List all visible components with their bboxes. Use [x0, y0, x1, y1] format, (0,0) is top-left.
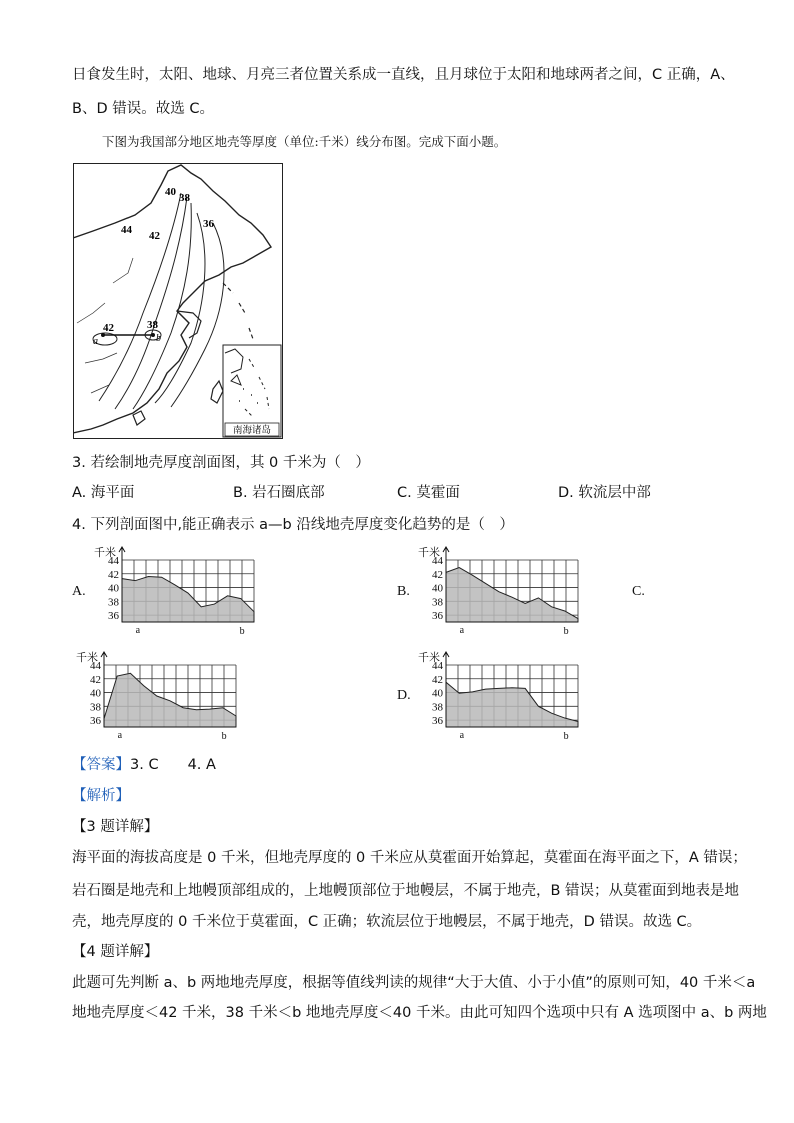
intro-line-1: 日食发生时，太阳、地球、月亮三者位置关系成一直线，且月球位于太阳和地球两者之间，C 正确，A、 — [72, 67, 735, 83]
profile-chart-c[interactable] — [68, 651, 244, 743]
y-tick-label: 42 — [108, 568, 119, 581]
map-label-44: 44 — [121, 224, 132, 236]
q4-detail-line-1: 此题可先判断 a、b 两地地壳厚度，根据等值线判读的规律“大于大值、小于小值”的原则可知，40 千米＜a — [72, 975, 756, 991]
y-tick-label: 40 — [108, 582, 119, 595]
map-label-36: 36 — [203, 218, 214, 230]
inset-label: 南海诸岛 — [232, 426, 272, 436]
y-tick-label: 42 — [90, 673, 101, 686]
y-axis-label: 千米 — [76, 652, 98, 664]
q4-option-a-letter[interactable]: A. — [72, 584, 86, 599]
profile-chart-d-svg — [410, 651, 586, 743]
y-tick-label: 44 — [108, 555, 119, 567]
map-label-42-north: 42 — [149, 230, 160, 242]
y-tick-label: 36 — [108, 610, 119, 623]
answer-line — [72, 756, 216, 774]
y-tick-label: 36 — [432, 715, 443, 728]
x-label-a: a — [135, 625, 141, 636]
y-tick-label: 38 — [108, 596, 119, 609]
y-axis-label: 千米 — [418, 547, 440, 559]
profile-chart-a[interactable] — [86, 546, 262, 638]
map-point-b: b — [156, 333, 161, 344]
crust-thickness-map — [73, 163, 283, 439]
x-label-b: b — [563, 731, 569, 742]
x-label-a: a — [459, 730, 465, 741]
q3-detail-line-2: 岩石圈是地壳和上地幔顶部组成的，上地幔顶部位于地幔层，不属于地壳，B 错误；从莫霍面到地表是地 — [72, 883, 740, 899]
map-svg — [73, 163, 283, 439]
q4-detail-line-2: 地地壳厚度＜42 千米，38 千米＜b 地地壳厚度＜40 千米。由此可知四个选项中只有 A 选项图中 a、b 两地 — [72, 1005, 767, 1021]
map-label-38-south: 38 — [147, 319, 158, 331]
q3-detail-line-3: 壳，地壳厚度的 0 千米位于莫霍面，C 正确；软流层位于地幔层，不属于地壳，D 错误。故选 C。 — [72, 914, 702, 930]
q3-option-a[interactable]: A. 海平面 — [72, 485, 135, 501]
y-tick-label: 38 — [432, 596, 443, 609]
map-label-38: 38 — [179, 192, 190, 204]
analysis-label: 【解析】 — [72, 788, 130, 804]
q3-detail-label: 【3 题详解】 — [72, 819, 159, 835]
y-tick-label: 38 — [432, 701, 443, 714]
x-label-b: b — [563, 626, 569, 637]
answer-label: 【答案】 — [72, 757, 130, 773]
q3-option-c[interactable]: C. 莫霍面 — [397, 485, 460, 501]
q4-stem: 4. 下列剖面图中,能正确表示 a—b 沿线地壳厚度变化趋势的是（ ） — [72, 517, 514, 533]
x-label-a: a — [117, 730, 123, 741]
y-axis-label: 千米 — [94, 547, 116, 559]
profile-area — [104, 673, 236, 727]
profile-chart-b-svg — [410, 546, 586, 638]
y-tick-label: 38 — [90, 701, 101, 714]
y-tick-label: 44 — [432, 555, 443, 567]
q3-stem: 3. 若绘制地壳厚度剖面图，其 0 千米为（ ） — [72, 455, 370, 471]
q4-option-b-letter[interactable]: B. — [397, 584, 410, 599]
q4-option-d-letter[interactable]: D. — [397, 688, 411, 703]
profile-chart-d[interactable] — [410, 651, 586, 743]
y-tick-label: 36 — [90, 715, 101, 728]
q3-option-d[interactable]: D. 软流层中部 — [558, 485, 651, 501]
y-tick-label: 40 — [432, 687, 443, 700]
y-tick-label: 36 — [432, 610, 443, 623]
y-tick-label: 42 — [432, 673, 443, 686]
x-label-b: b — [239, 626, 245, 637]
y-axis-label: 千米 — [418, 652, 440, 664]
profile-area — [446, 568, 578, 622]
profile-chart-c-svg — [68, 651, 244, 743]
x-label-b: b — [221, 731, 227, 742]
profile-area — [122, 577, 254, 622]
profile-area — [446, 682, 578, 727]
q4-option-c-letter[interactable]: C. — [632, 584, 645, 599]
x-label-a: a — [459, 625, 465, 636]
q3-detail-line-1: 海平面的海拔高度是 0 千米，但地壳厚度的 0 千米应从莫霍面开始算起，莫霍面在海平面之下，A 错误； — [72, 850, 747, 866]
profile-chart-b[interactable] — [410, 546, 586, 638]
map-label-40: 40 — [165, 186, 176, 198]
map-label-42-south: 42 — [103, 322, 114, 334]
intro-line-2: B、D 错误。故选 C。 — [72, 101, 214, 117]
y-tick-label: 42 — [432, 568, 443, 581]
q3-option-b[interactable]: B. 岩石圈底部 — [233, 485, 325, 501]
map-caption: 下图为我国部分地区地壳等厚度（单位:千米）线分布图。完成下面小题。 — [102, 134, 507, 149]
q4-detail-label: 【4 题详解】 — [72, 944, 159, 960]
profile-chart-a-svg — [86, 546, 262, 638]
y-tick-label: 40 — [90, 687, 101, 700]
y-tick-label: 44 — [432, 660, 443, 672]
y-tick-label: 40 — [432, 582, 443, 595]
y-tick-label: 44 — [90, 660, 101, 672]
answer-text: 3. C 4. A — [130, 757, 216, 773]
map-point-a: a — [93, 336, 98, 347]
